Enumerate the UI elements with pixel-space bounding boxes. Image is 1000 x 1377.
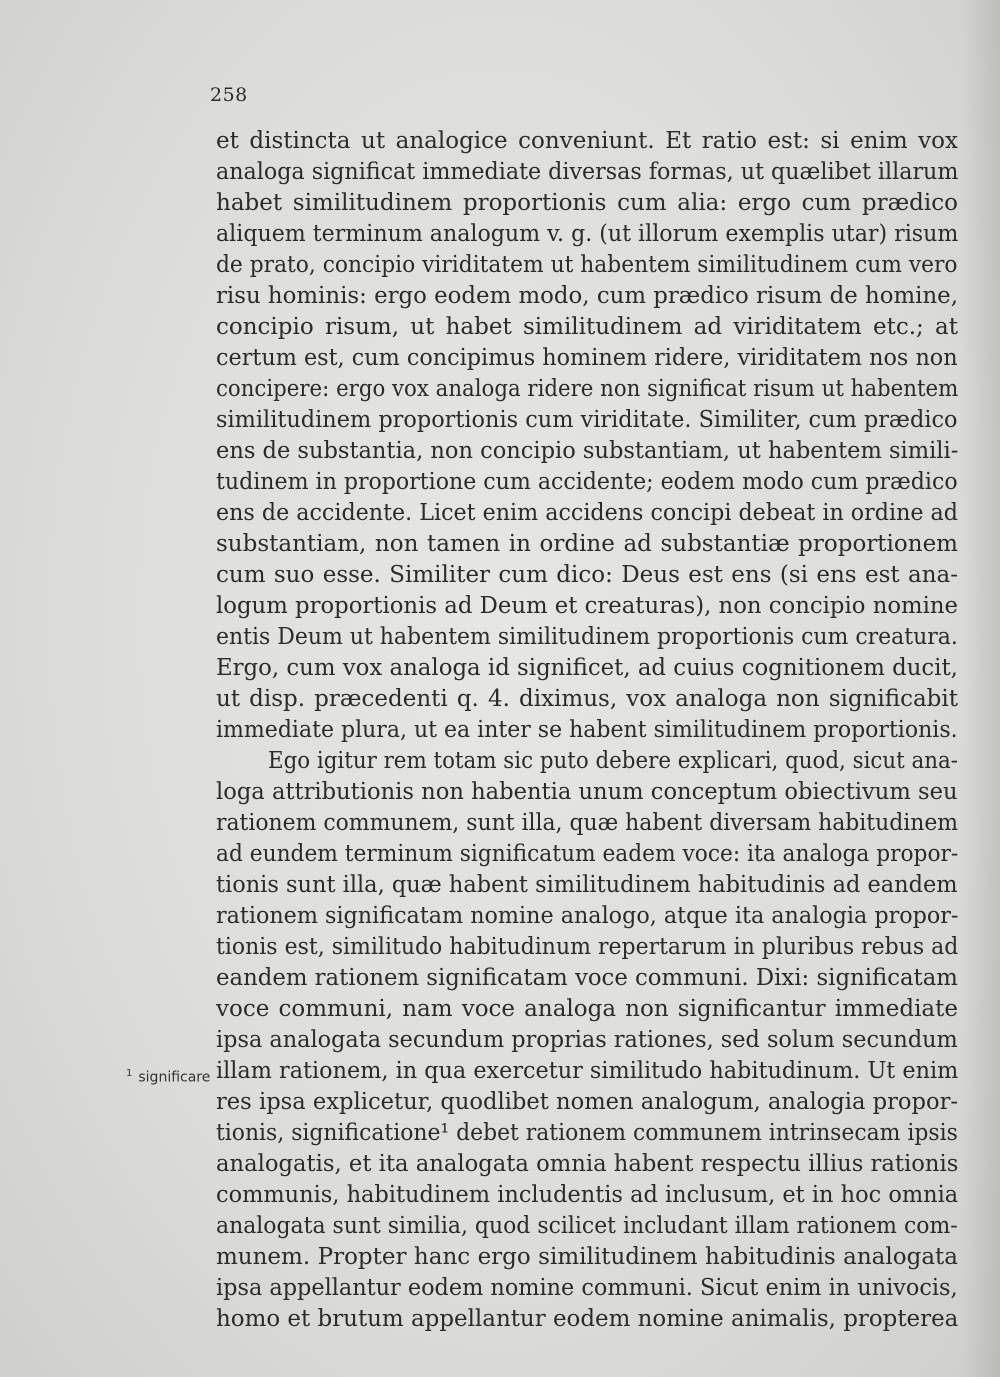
text-line: Ego igitur rem totam sic puto debere explicari, quod, sicut ana-: [268, 748, 958, 774]
text-line: ipsa analogata secundum proprias rationes, sed solum secundum: [216, 1027, 958, 1053]
body-text: [216, 126, 958, 1335]
text-line: logum proportionis ad Deum et creaturas), non concipio nomine: [216, 593, 959, 619]
text-line: res ipsa explicetur, quodlibet nomen analogum, analogia propor-: [216, 1089, 959, 1115]
text-line: analogatis, et ita analogata omnia habent respectu illius rationis: [216, 1151, 959, 1177]
text-line: rationem significatam nomine analogo, atque ita analogia propor-: [216, 903, 959, 929]
text-line: cum suo esse. Similiter cum dico: Deus est ens (si ens est ana-: [216, 562, 958, 588]
text-line: ens de accidente. Licet enim accidens concipi debeat in ordine ad: [216, 500, 958, 526]
text-line: Ergo, cum vox analoga id significet, ad cuius cognitionem ducit,: [216, 655, 958, 681]
text-line: homo et brutum appellantur eodem nomine animalis, propterea: [216, 1306, 959, 1332]
text-line: concipere: ergo vox analoga ridere non significat risum ut habentem: [216, 376, 959, 402]
text-line: et distincta ut analogice conveniunt. Et ratio est: si enim vox: [216, 128, 958, 154]
text-line: tudinem in proportione cum accidente; eodem modo cum prædico: [216, 469, 958, 495]
text-line: certum est, cum concipimus hominem ridere, viriditatem nos non: [216, 345, 958, 371]
text-line: tionis, significatione¹ debet rationem communem intrinsecam ipsis: [216, 1120, 958, 1146]
text-line: illam rationem, in qua exercetur similitudo habitudinum. Ut enim: [216, 1058, 959, 1084]
text-line: entis Deum ut habentem similitudinem proportionis cum creatura.: [216, 624, 958, 650]
text-line: concipio risum, ut habet similitudinem ad viriditatem etc.; at: [216, 314, 958, 340]
page-edge-shadow: [960, 0, 1000, 1377]
text-line: similitudinem proportionis cum viriditate. Similiter, cum prædico: [216, 407, 958, 433]
text-line: analoga significat immediate diversas formas, ut quælibet illarum: [216, 159, 959, 185]
text-line: aliquem terminum analogum v. g. (ut illorum exemplis utar) risum: [216, 221, 959, 247]
page-number: 258: [210, 84, 248, 106]
footnote-mark: 1: [126, 1068, 133, 1079]
text-line: de prato, concipio viriditatem ut habentem similitudinem cum vero: [216, 252, 958, 278]
text-line: substantiam, non tamen in ordine ad substantiæ proportionem: [216, 531, 958, 557]
text-line: ens de substantia, non concipio substantiam, ut habentem simili-: [216, 438, 959, 464]
text-line: habet similitudinem proportionis cum alia: ergo cum prædico: [216, 190, 958, 216]
text-line: voce communi, nam voce analoga non significantur immediate: [216, 996, 958, 1022]
text-line: rationem communem, sunt illa, quæ habent diversam habitudinem: [216, 810, 959, 836]
text-line: ad eundem terminum significatum eadem voce: ita analoga propor-: [216, 841, 959, 867]
text-line: tionis est, similitudo habitudinum repertarum in pluribus rebus ad: [216, 934, 959, 960]
text-line: ipsa appellantur eodem nomine communi. Sicut enim in univocis,: [216, 1275, 958, 1301]
text-line: risu hominis: ergo eodem modo, cum prædico risum de homine,: [216, 283, 958, 309]
text-line: tionis sunt illa, quæ habent similitudinem habitudinis ad eandem: [216, 872, 958, 898]
text-line: communis, habitudinem includentis ad inclusum, et in hoc omnia: [216, 1182, 959, 1208]
text-line: analogata sunt similia, quod scilicet includant illam rationem com-: [216, 1213, 958, 1239]
margin-footnote: [126, 1068, 210, 1086]
text-line: munem. Propter hanc ergo similitudinem habitudinis analogata: [216, 1244, 958, 1270]
text-line: eandem rationem significatam voce communi. Dixi: significatam: [216, 965, 958, 991]
text-line: loga attributionis non habentia unum conceptum obiectivum seu: [216, 779, 958, 805]
text-line: immediate plura, ut ea inter se habent similitudinem proportionis.: [216, 717, 958, 743]
footnote-text: significare: [138, 1069, 211, 1086]
text-line: ut disp. præcedenti q. 4. diximus, vox analoga non significabit: [216, 686, 958, 712]
